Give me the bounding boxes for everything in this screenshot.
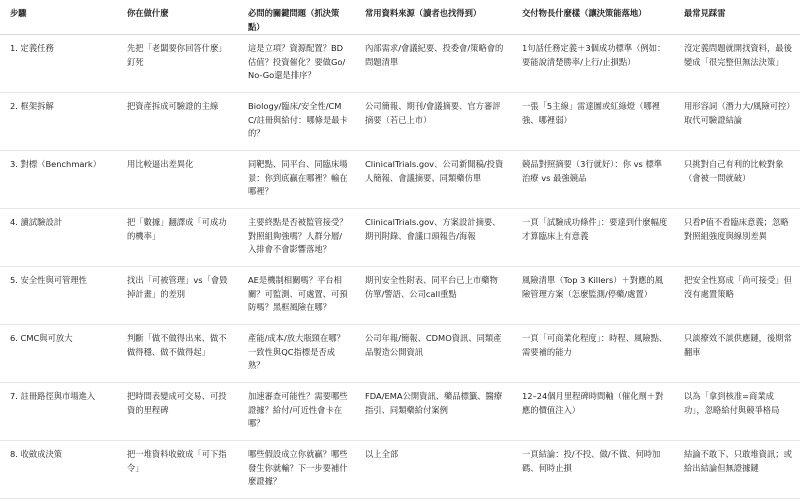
deliverable-cell: 一頁「試驗成功條件」：要達到什麼幅度才算臨床上有意義 — [512, 209, 674, 267]
header-data-sources: 常用資料來源（讀者也找得到） — [355, 0, 512, 35]
step-cell: 2. 框架拆解 — [0, 93, 117, 151]
action-cell: 把一堆資料收斂成「可下指令」 — [117, 441, 238, 499]
table-row — [0, 151, 800, 209]
table-row — [0, 93, 800, 151]
action-cell: 用比較逼出差異化 — [117, 151, 238, 209]
questions-cell: 主要終點是否被監管接受？對照組夠強嗎？人群分層/入排會不會影響落地？ — [238, 209, 355, 267]
questions-cell: 同靶點、同平台、同臨床場景：你到底贏在哪裡？輸在哪裡？ — [238, 151, 355, 209]
action-cell: 把「數據」翻譯成「可成功的機率」 — [117, 209, 238, 267]
step-cell: 4. 讀試驗設計 — [0, 209, 117, 267]
pitfall-cell: 只談療效不談供應鏈，後期常翻車 — [674, 325, 800, 383]
deliverable-cell: 競品對照摘要（3行就好）：你 vs 標準治療 vs 最強競品 — [512, 151, 674, 209]
table-row — [0, 35, 800, 93]
deliverable-cell: 1句話任務定義＋3個成功標準（例如：要能說清楚勝率/上行/止損點） — [512, 35, 674, 93]
sources-cell: 公司簡報、期刊/會議摘要、官方審評摘要（若已上市） — [355, 93, 512, 151]
table-row — [0, 267, 800, 325]
sources-cell: FDA/EMA公開資訊、藥品標籤、醫療指引、同類藥給付案例 — [355, 383, 512, 441]
sources-cell: ClinicalTrials.gov、公司新聞稿/投資人簡報、會議摘要、同類藥仿單 — [355, 151, 512, 209]
step-cell: 7. 註冊路徑與市場進入 — [0, 383, 117, 441]
table-row — [0, 383, 800, 441]
questions-cell: 加速審查可能性？需要哪些證據？給付/可近性會卡在哪？ — [238, 383, 355, 441]
deliverable-cell: 一張「5主線」雷達圖或紅綠燈（哪裡強、哪裡弱） — [512, 93, 674, 151]
questions-cell: 哪些假設成立你就贏？哪些發生你就輸？下一步要補什麼證據？ — [238, 441, 355, 499]
questions-cell: 這是立項？資源配置？BD估值？投資催化？要做Go/No-Go還是排序？ — [238, 35, 355, 93]
deliverable-cell: 12–24個月里程碑時間軸（催化劑＋對應的價值注入） — [512, 383, 674, 441]
sources-cell: 公司年報/簡報、CDMO資訊、同類產品製造公開資訊 — [355, 325, 512, 383]
step-cell: 8. 收斂成決策 — [0, 441, 117, 499]
pitfall-cell: 只看P值不看臨床意義；忽略對照組強度與線別差異 — [674, 209, 800, 267]
pitfall-cell: 把安全性寫成「尚可接受」但沒有處置策略 — [674, 267, 800, 325]
sources-cell: 內部需求/會議紀要、投委會/策略會的問題清單 — [355, 35, 512, 93]
step-cell: 1. 定義任務 — [0, 35, 117, 93]
sources-cell: ClinicalTrials.gov、方案設計摘要、期刊附錄、會議口頭報告/海報 — [355, 209, 512, 267]
pitfall-cell: 沒定義問題就開找資料，最後變成「很完整但無法決策」 — [674, 35, 800, 93]
pitfall-cell: 結論不敢下、只敢堆資訊；或給出結論但無證據鏈 — [674, 441, 800, 499]
header-step: 步驟 — [0, 0, 117, 35]
pitfall-cell: 用形容詞（潛力大/風險可控）取代可驗證結論 — [674, 93, 800, 151]
table-row — [0, 325, 800, 383]
deliverable-cell: 一頁結論：投/不投、做/不做、何時加碼、何時止損 — [512, 441, 674, 499]
questions-cell: AE是機制相關嗎？平台相關？可監測、可處置、可預防嗎？黑框風險在哪？ — [238, 267, 355, 325]
action-cell: 判斷「做不做得出來、做不做得穩、做不做得起」 — [117, 325, 238, 383]
pitfall-cell: 只挑對自己有利的比較對象（會被一問就破） — [674, 151, 800, 209]
table-row — [0, 441, 800, 499]
step-cell: 5. 安全性與可管理性 — [0, 267, 117, 325]
header-action: 你在做什麼 — [117, 0, 238, 35]
header-deliverable: 交付物長什麼樣（讓決策能落地） — [512, 0, 674, 35]
action-cell: 找出「可被管理」vs「會毀掉計畫」的差別 — [117, 267, 238, 325]
deliverable-cell: 一頁「可商業化程度」：時程、風險點、需要補的能力 — [512, 325, 674, 383]
header-pitfalls: 最常見踩雷 — [674, 0, 800, 35]
sources-cell: 期刊安全性附表、同平台已上市藥物仿單/警語、公司call重點 — [355, 267, 512, 325]
questions-cell: Biology/臨床/安全性/CMC/註冊與給付：哪條是最卡的？ — [238, 93, 355, 151]
questions-cell: 產能/成本/放大瓶頸在哪？一致性與QC指標是否成熟？ — [238, 325, 355, 383]
step-cell: 3. 對標（Benchmark） — [0, 151, 117, 209]
pitfall-cell: 以為「拿到核准=商業成功」，忽略給付與競爭格局 — [674, 383, 800, 441]
sources-cell: 以上全部 — [355, 441, 512, 499]
action-cell: 把時間表變成可交易、可投資的里程碑 — [117, 383, 238, 441]
deliverable-cell: 風險清單（Top 3 Killers）＋對應的風險管理方案（怎麼監測/停藥/處置） — [512, 267, 674, 325]
step-cell: 6. CMC與可放大 — [0, 325, 117, 383]
action-cell: 先把「老闆要你回答什麼」釘死 — [117, 35, 238, 93]
table-header-row — [0, 0, 800, 35]
header-key-questions: 必問的關鍵問題（抓決策點） — [238, 0, 355, 35]
action-cell: 把資產拆成可驗證的主線 — [117, 93, 238, 151]
table-row — [0, 209, 800, 267]
